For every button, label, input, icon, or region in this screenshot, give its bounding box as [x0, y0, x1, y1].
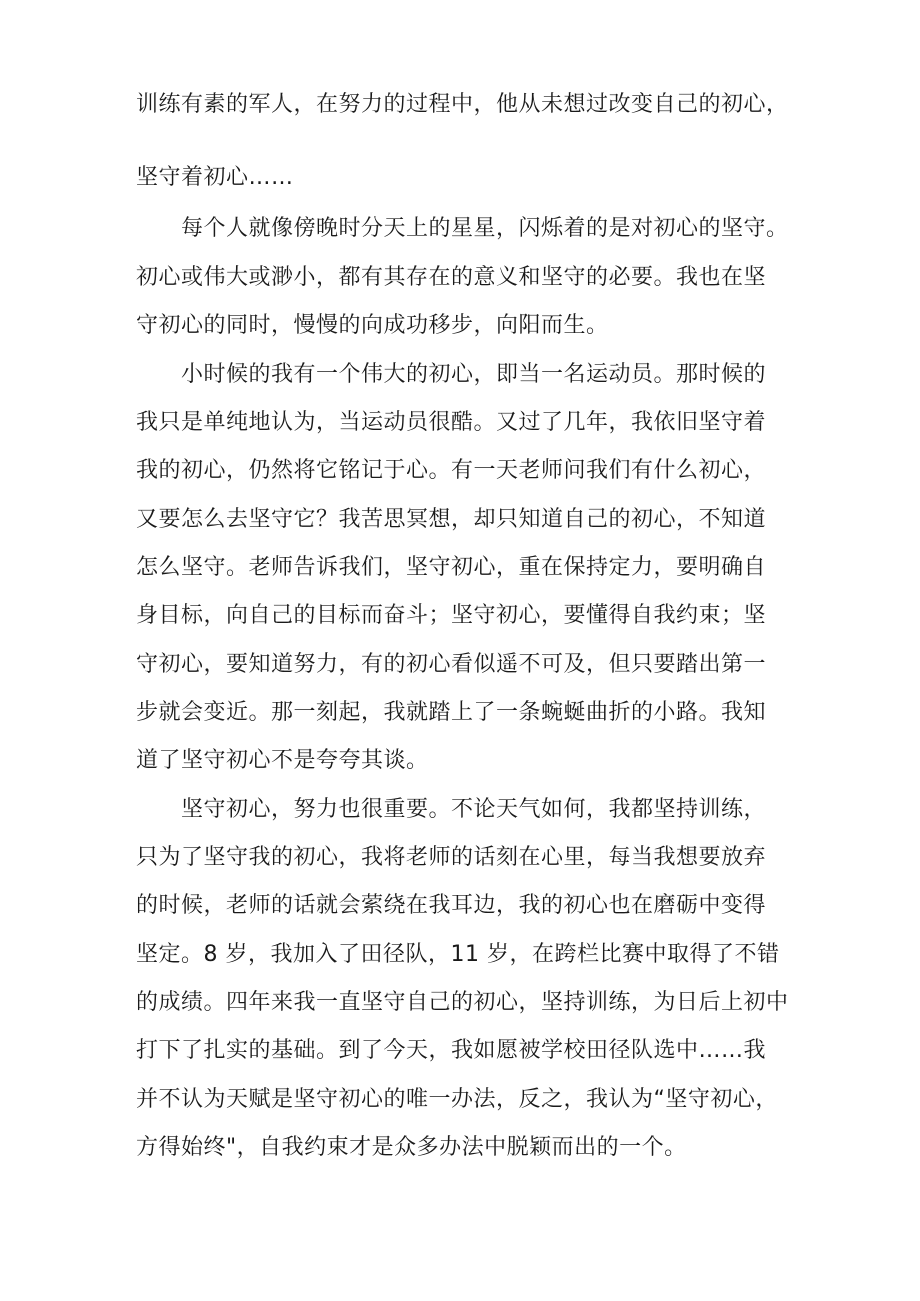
text-line: 坚定。8 岁，我加入了田径队，11 岁，在跨栏比赛中取得了不错	[136, 942, 780, 967]
text-line: 打下了扎实的基础。到了今天，我如愿被学校田径队选中……我	[136, 1038, 767, 1063]
text-line: 道了坚守初心不是夸夸其谈。	[136, 748, 429, 773]
text-line: 我只是单纯地认为，当运动员很酷。又过了几年，我依旧坚守着	[136, 410, 767, 435]
text-line: 只为了坚守我的初心，我将老师的话刻在心里，每当我想要放弃	[136, 845, 767, 870]
text-line: 坚守初心，努力也很重要。不论天气如何，我都坚持训练，	[181, 797, 767, 822]
text-line: 的时候，老师的话就会萦绕在我耳边，我的初心也在磨砺中变得	[136, 893, 767, 918]
text-line: 怎么坚守。老师告诉我们，坚守初心，重在保持定力，要明确自	[136, 555, 767, 580]
text-line: 坚守着初心……	[136, 165, 294, 190]
text-line: 身目标，向自己的目标而奋斗；坚守初心，要懂得自我约束；坚	[136, 603, 767, 628]
text-line: 小时候的我有一个伟大的初心，即当一名运动员。那时候的	[181, 362, 767, 387]
text-line: 初心或伟大或渺小，都有其存在的意义和坚守的必要。我也在坚	[136, 265, 767, 290]
text-line: 方得始终"，自我约束才是众多办法中脱颖而出的一个。	[136, 1135, 687, 1160]
text-line: 我的初心，仍然将它铭记于心。有一天老师问我们有什么初心，	[136, 458, 767, 483]
text-line: 并不认为天赋是坚守初心的唯一办法，反之，我认为“坚守初心，	[136, 1087, 778, 1112]
text-line: 守初心的同时，慢慢的向成功移步，向阳而生。	[136, 313, 609, 338]
text-line: 又要怎么去坚守它？我苦思冥想，却只知道自己的初心，不知道	[136, 507, 767, 532]
text-line: 训练有素的军人，在努力的过程中，他从未想过改变自己的初心，	[136, 92, 789, 117]
text-line: 步就会变近。那一刻起，我就踏上了一条蜿蜒曲折的小路。我知	[136, 700, 767, 725]
text-line: 的成绩。四年来我一直坚守自己的初心，坚持训练，为日后上初中	[136, 990, 789, 1015]
text-line: 每个人就像傍晚时分天上的星星，闪烁着的是对初心的坚守。	[181, 216, 789, 241]
text-line: 守初心，要知道努力，有的初心看似遥不可及，但只要踏出第一	[136, 652, 767, 677]
